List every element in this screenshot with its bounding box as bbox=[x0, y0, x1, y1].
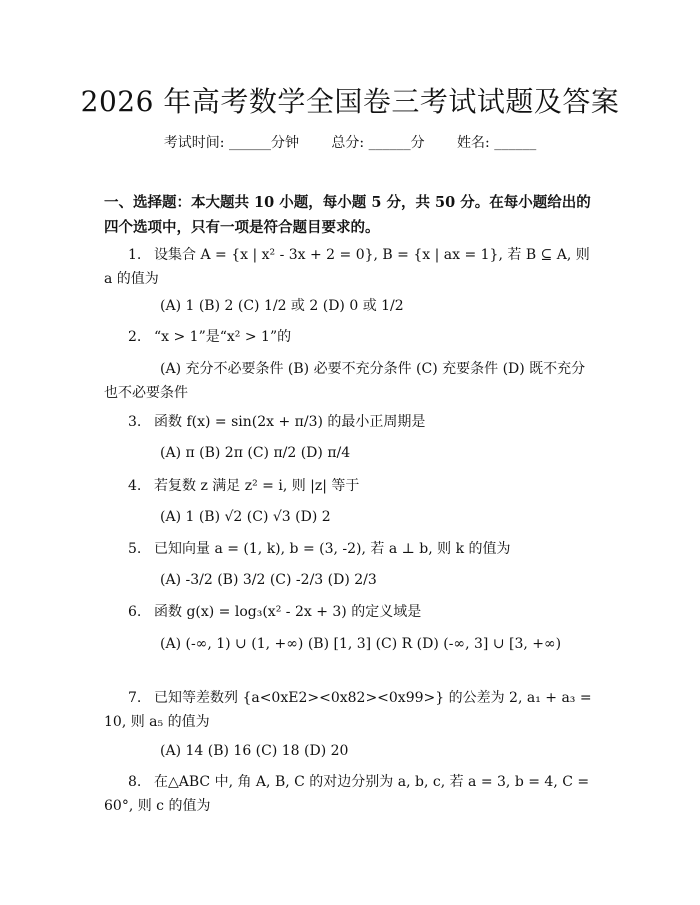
question-text: 在△ABC 中, 角 A, B, C 的对边分别为 a, b, c, 若 a = 3, b = 4, C = 60°, 则 c 的值为 bbox=[104, 774, 590, 814]
question-text: “x > 1”是“x² > 1”的 bbox=[154, 329, 292, 345]
question-7-options: (A) 14 (B) 16 (C) 18 (D) 20 bbox=[160, 743, 349, 759]
question-text: 函数 f(x) = sin(2x + π/3) 的最小正周期是 bbox=[154, 414, 426, 430]
question-1-options: (A) 1 (B) 2 (C) 1/2 或 2 (D) 0 或 1/2 bbox=[160, 298, 404, 314]
question-number: 1. bbox=[128, 247, 142, 263]
exam-time: 考试时间: ______分钟 bbox=[163, 135, 299, 151]
page-title: 2026 年高考数学全国卷三考试试题及答案 bbox=[80, 85, 620, 118]
question-6-options: (A) (-∞, 1) ∪ (1, +∞) (B) [1, 3] (C) R (D) (-∞, 3] ∪ [3, +∞) bbox=[160, 636, 562, 652]
question-5-options: (A) -3/2 (B) 3/2 (C) -2/3 (D) 2/3 bbox=[160, 572, 377, 588]
question-4 bbox=[104, 474, 594, 498]
question-3-options: (A) π (B) 2π (C) π/2 (D) π/4 bbox=[160, 445, 351, 461]
question-number: 2. bbox=[128, 329, 142, 345]
question-text: 函数 g(x) = log₃(x² - 2x + 3) 的定义域是 bbox=[154, 604, 422, 620]
question-text: 设集合 A = {x | x² - 3x + 2 = 0}, B = {x | ax = 1}, 若 B ⊆ A, 则 a 的值为 bbox=[104, 247, 590, 287]
question-number: 8. bbox=[128, 774, 142, 790]
question-number: 5. bbox=[128, 541, 142, 557]
question-1 bbox=[104, 243, 594, 291]
question-number: 6. bbox=[128, 604, 142, 620]
question-number: 3. bbox=[128, 414, 142, 430]
question-number: 4. bbox=[128, 478, 142, 494]
exam-score: 总分: ______分 bbox=[331, 135, 425, 151]
exam-info bbox=[0, 132, 700, 152]
question-text: 已知等差数列 {a<0xE2><0x82><0x99>} 的公差为 2, a₁ + a₃ = 10, 则 a₅ 的值为 bbox=[104, 690, 592, 730]
question-4-options: (A) 1 (B) √2 (C) √3 (D) 2 bbox=[160, 509, 331, 525]
question-text: 若复数 z 满足 z² = i, 则 |z| 等于 bbox=[154, 478, 360, 494]
question-8 bbox=[104, 770, 594, 818]
question-2-options: (A) 充分不必要条件 (B) 必要不充分条件 (C) 充要条件 (D) 既不充分也不必要条件 bbox=[104, 361, 586, 401]
question-6 bbox=[104, 600, 594, 624]
question-2 bbox=[104, 325, 594, 349]
exam-name: 姓名: ______ bbox=[457, 135, 537, 151]
question-5 bbox=[104, 537, 594, 561]
question-number: 7. bbox=[128, 690, 142, 706]
question-3 bbox=[104, 410, 594, 434]
question-text: 已知向量 a = (1, k), b = (3, -2), 若 a ⊥ b, 则 k 的值为 bbox=[154, 541, 511, 557]
section-heading: 一、选择题：本大题共 10 小题，每小题 5 分，共 50 分。在每小题给出的四个选项中，只有一项是符合题目要求的。 bbox=[104, 194, 591, 236]
question-7 bbox=[104, 686, 594, 734]
